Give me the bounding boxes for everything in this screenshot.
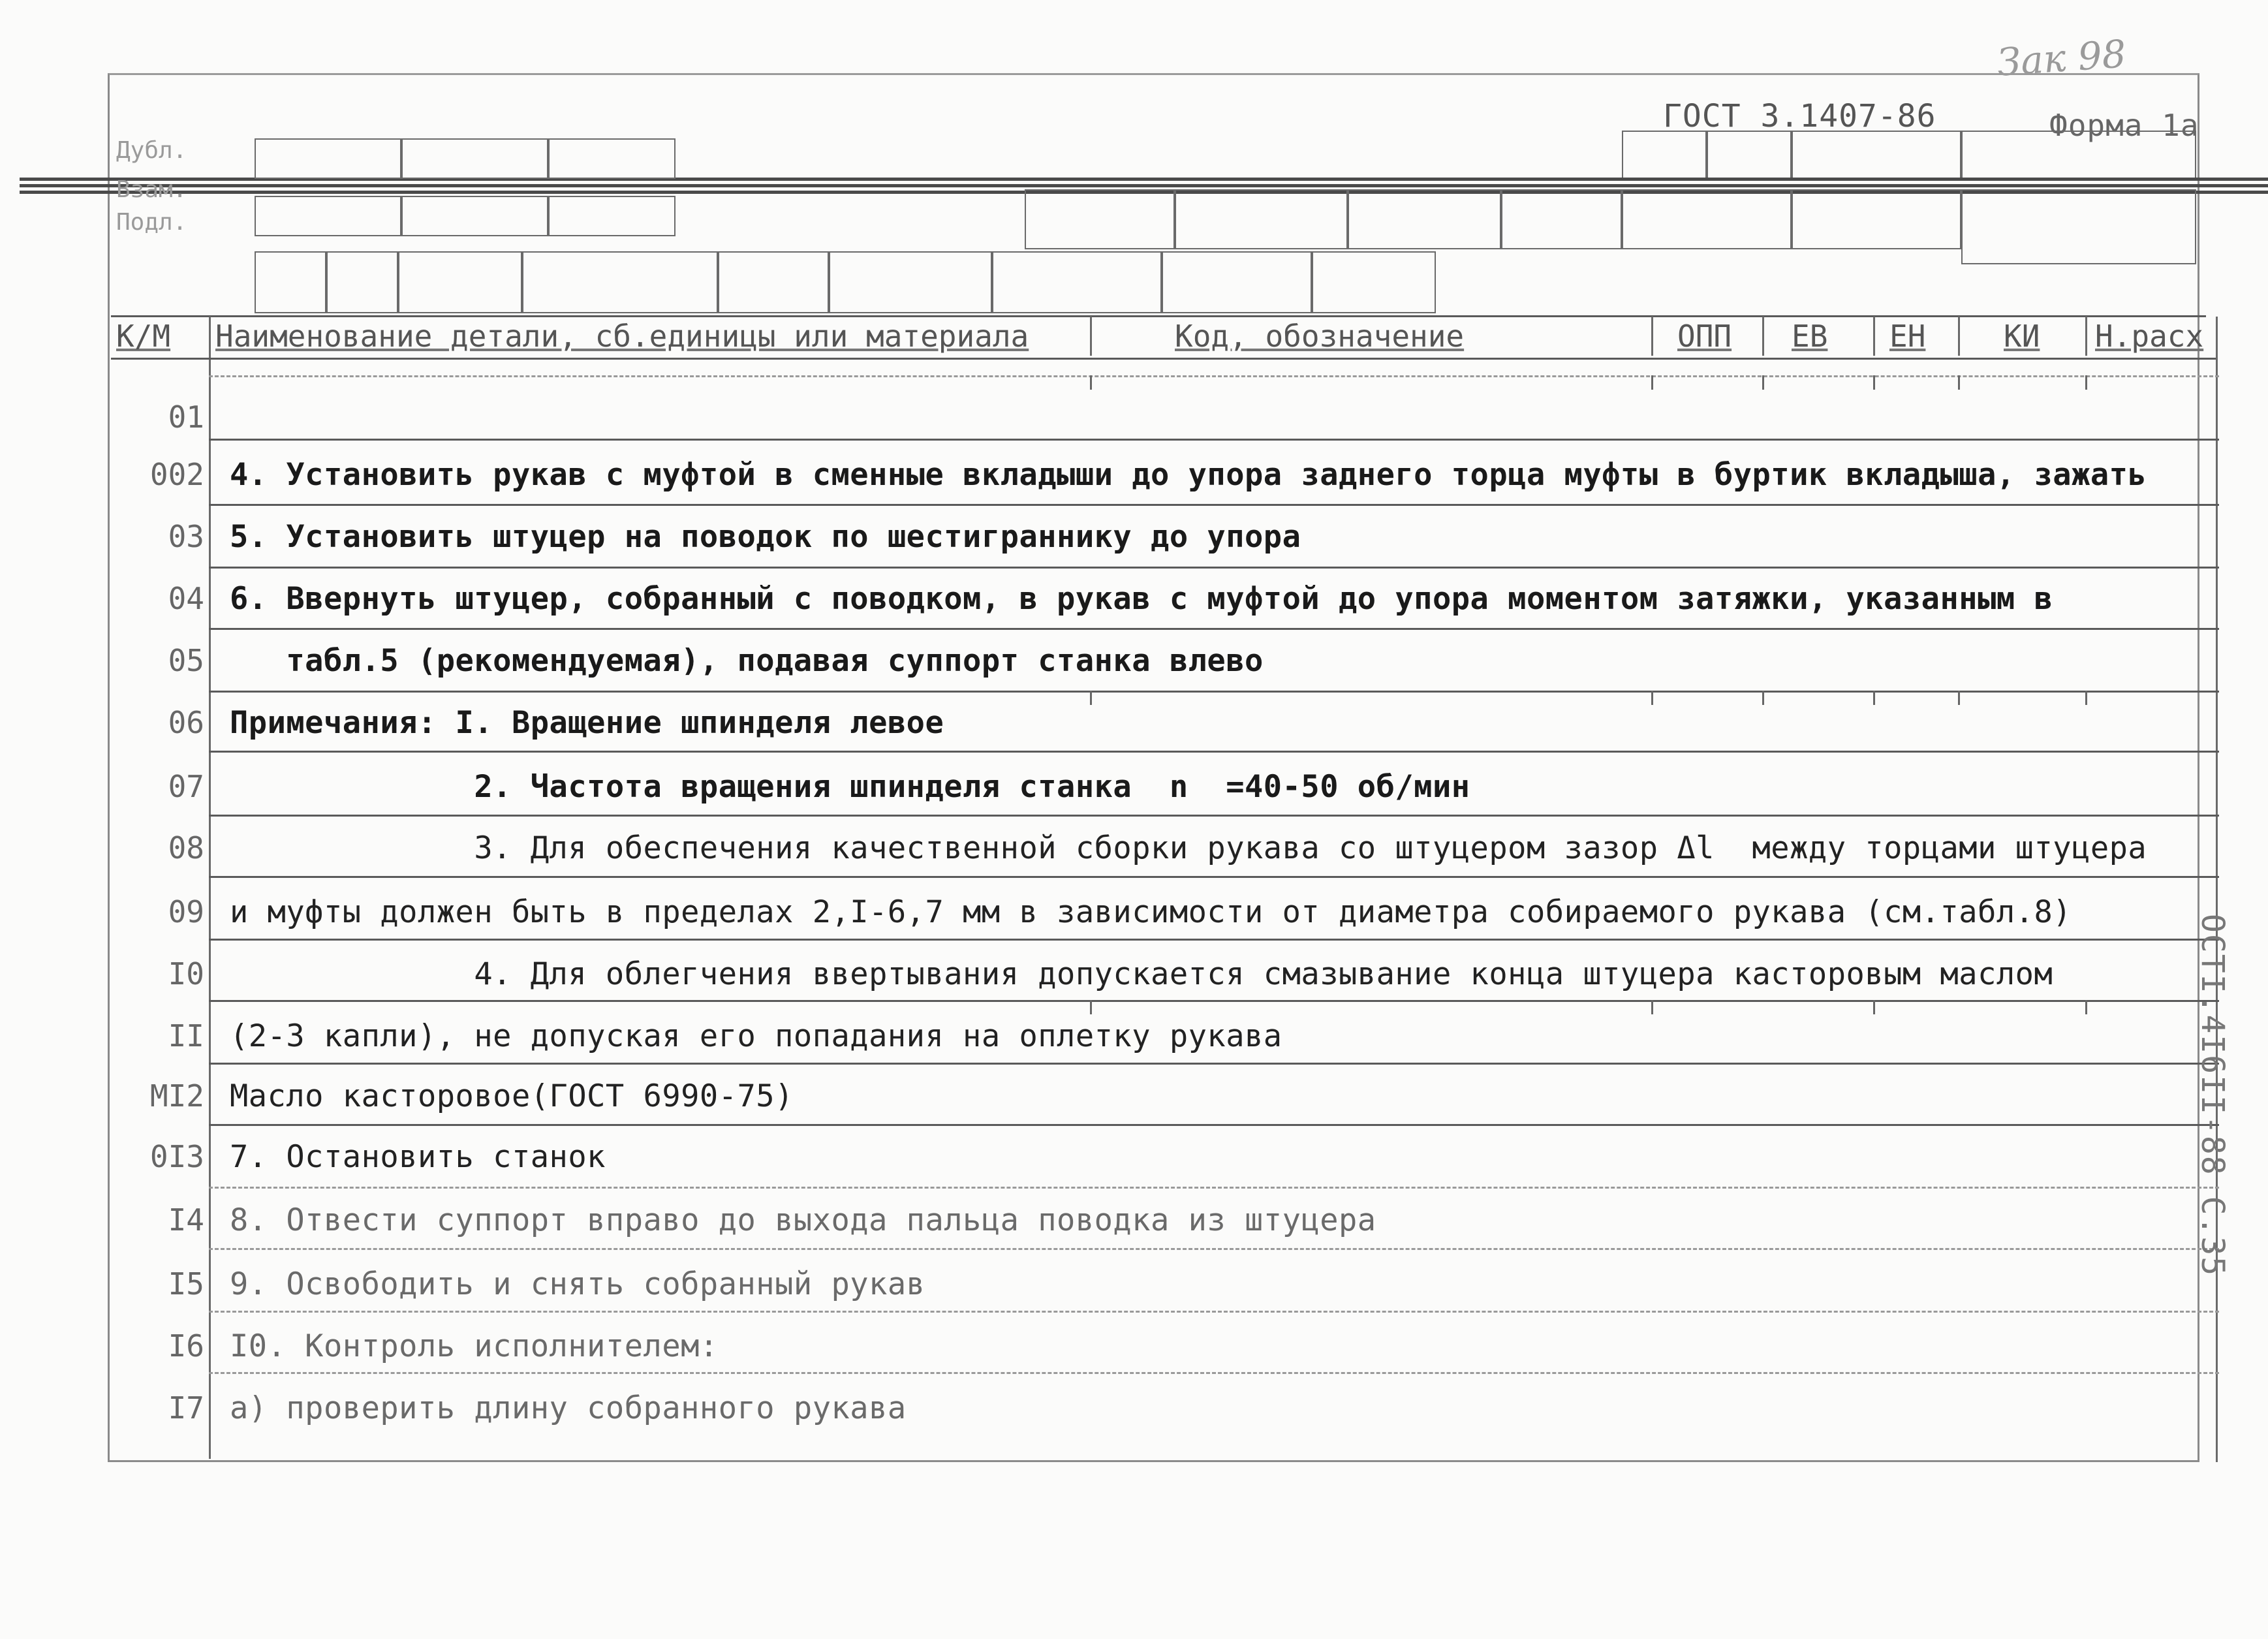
row-line	[209, 751, 2219, 753]
col-header-en: ЕН	[1889, 319, 1926, 354]
side-document-code: ОСТI.4I6II-88 С.35	[2194, 914, 2231, 1277]
column-tick	[1651, 691, 1653, 705]
row-line	[209, 504, 2219, 506]
column-tick	[2085, 1000, 2087, 1014]
column-tick	[1873, 691, 1875, 705]
column-divider	[209, 317, 211, 1459]
row-line	[209, 439, 2219, 441]
column-divider	[1958, 317, 1960, 356]
column-tick	[1762, 375, 1764, 390]
column-tick	[1873, 375, 1875, 390]
column-divider	[2085, 317, 2087, 356]
row-number: I6	[168, 1328, 204, 1364]
forma-label: Форма 1а	[2049, 108, 2199, 143]
row-text: (2-3 капли), не допуская его попадания на оплетку рукава	[230, 1018, 1282, 1054]
header-cell	[718, 251, 829, 313]
column-divider	[1873, 317, 1875, 356]
header-cell	[548, 138, 676, 179]
row-text: 9. Освободить и снять собранный рукав	[230, 1266, 925, 1302]
column-tick	[1762, 691, 1764, 705]
row-number: I5	[168, 1266, 204, 1302]
label-dubl: Дубл.	[116, 137, 187, 164]
row-number: 03	[168, 519, 204, 554]
row-line	[209, 1372, 2219, 1374]
header-cell	[1501, 189, 1622, 249]
row-line	[209, 1000, 2219, 1002]
row-number: МI2	[149, 1078, 204, 1114]
column-divider	[2216, 317, 2218, 1462]
row-line	[209, 876, 2219, 878]
header-cell	[548, 196, 676, 236]
column-tick	[1651, 375, 1653, 390]
header-cell	[1961, 189, 2196, 264]
row-line	[209, 1311, 2219, 1313]
col-header-km: К/М	[116, 319, 171, 354]
column-divider	[1090, 317, 1092, 356]
table-header-top	[111, 315, 2206, 317]
header-cell	[398, 251, 522, 313]
row-number: 0I3	[149, 1139, 204, 1174]
header-box	[1707, 131, 1792, 180]
column-tick	[1958, 691, 1960, 705]
col-header-opp: ОПП	[1677, 319, 1732, 354]
header-cell	[1312, 251, 1436, 313]
row-text: 4. Установить рукав с муфтой в сменные вкладыши до упора заднего торца муфты в буртик вкладыша, зажать	[230, 457, 2147, 493]
row-line	[209, 1248, 2219, 1250]
row-line	[209, 1063, 2219, 1065]
separator-line	[20, 184, 2268, 187]
header-cell	[522, 251, 718, 313]
col-header-ev: ЕВ	[1792, 319, 1828, 354]
label-podl: Подл.	[116, 209, 187, 236]
table-header-bottom	[111, 358, 2216, 360]
row-line	[209, 1187, 2219, 1189]
header-cell	[1175, 189, 1348, 249]
col-header-ki: КИ	[2004, 319, 2040, 354]
row-line	[209, 1124, 2219, 1126]
row-text: 8. Отвести суппорт вправо до выхода пальца поводка из штуцера	[230, 1202, 1376, 1238]
header-cell	[401, 138, 548, 179]
column-tick	[1090, 1000, 1092, 1014]
header-cell	[992, 251, 1162, 313]
row-line	[209, 939, 2219, 941]
column-tick	[1958, 375, 1960, 390]
column-tick	[2085, 375, 2087, 390]
row-number: 04	[168, 581, 204, 616]
column-tick	[2085, 691, 2087, 705]
column-tick	[1090, 691, 1092, 705]
row-number: 09	[168, 894, 204, 929]
row-line	[209, 815, 2219, 817]
row-line	[209, 691, 2219, 693]
row-text: Примечания: I. Вращение шпинделя левое	[230, 705, 944, 741]
header-cell	[1348, 189, 1501, 249]
column-tick	[1090, 375, 1092, 390]
header-cell	[255, 251, 326, 313]
row-number: 07	[168, 769, 204, 804]
column-divider	[1651, 317, 1653, 356]
row-text: 5. Установить штуцер на поводок по шестиграннику до упора	[230, 519, 1301, 555]
row-number: 06	[168, 705, 204, 740]
column-divider	[1762, 317, 1764, 356]
header-cell	[829, 251, 992, 313]
row-text: 7. Остановить станок	[230, 1139, 606, 1175]
header-cell	[1025, 189, 1175, 249]
row-text: табл.5 (рекомендуемая), подавая суппорт станка влево	[230, 643, 1264, 679]
row-text: а) проверить длину собранного рукава	[230, 1390, 907, 1426]
header-box	[1792, 131, 1961, 180]
row-number: II	[168, 1018, 204, 1054]
row-number: 002	[149, 457, 204, 492]
header-cell	[1792, 189, 1961, 249]
row-text: 2. Частота вращения шпинделя станка n =40-50 об/мин	[230, 769, 1470, 805]
header-cell	[1622, 189, 1792, 249]
row-line	[209, 628, 2219, 630]
header-cell	[401, 196, 548, 236]
header-cell	[326, 251, 398, 313]
row-text: 3. Для обеспечения качественной сборки рукава со штуцером зазор Δl между торцами штуцера	[230, 830, 2147, 866]
row-line	[209, 567, 2219, 569]
gost-label: ГОСТ 3.1407-86	[1663, 98, 1936, 134]
row-text: Масло касторовое(ГОСТ 6990-75)	[230, 1078, 794, 1114]
row-text: 4. Для облегчения ввертывания допускается смазывание конца штуцера касторовым маслом	[230, 956, 2053, 992]
handwritten-mark: Зак 98	[1995, 31, 2128, 85]
column-tick	[1873, 1000, 1875, 1014]
header-cell	[255, 138, 401, 179]
col-header-nrash: Н.расх	[2095, 319, 2204, 354]
row-number: 05	[168, 643, 204, 678]
row-line	[209, 375, 2219, 377]
row-number: 01	[168, 399, 204, 435]
col-header-name: Наименование детали, сб.единицы или материала	[215, 319, 1029, 354]
header-cell	[255, 196, 401, 236]
header-box	[1961, 131, 2196, 180]
row-number: I0	[168, 956, 204, 991]
row-text: 6. Ввернуть штуцер, собранный с поводком, в рукав с муфтой до упора моментом затяжки, указанным в	[230, 581, 2053, 617]
row-number: I7	[168, 1390, 204, 1426]
row-text: I0. Контроль исполнителем:	[230, 1328, 719, 1364]
label-vzam: Взам.	[116, 176, 187, 203]
row-number: 08	[168, 830, 204, 866]
column-tick	[1651, 1000, 1653, 1014]
row-text: и муфты должен быть в пределах 2,I-6,7 мм в зависимости от диаметра собираемого рукава (см.табл.8)	[230, 894, 2072, 930]
col-header-code: Код, обозначение	[1175, 319, 1465, 354]
header-cell	[1162, 251, 1312, 313]
header-box	[1622, 131, 1707, 180]
row-number: I4	[168, 1202, 204, 1238]
